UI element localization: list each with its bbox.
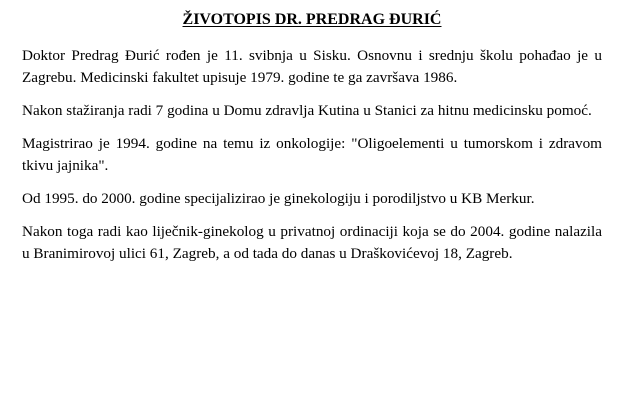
paragraph-birth-education: Doktor Predrag Đurić rođen je 11. svibnja u Sisku. Osnovnu i srednju školu pohađao je u Zagrebu. Medicinski fakultet upisuje 1979. godine te ga završava 1986.: [22, 47, 602, 86]
document-page: [22, 9, 602, 276]
document-title: ŽIVOTOPIS DR. PREDRAG ĐURIĆ: [182, 11, 442, 28]
paragraph-masters: Magistrirao je 1994. godine na temu iz onkologije: "Oligoelementi u tumorskom i zdravom tkivu jajnika".: [22, 135, 602, 174]
paragraph-specialization: Od 1995. do 2000. godine specijalizirao je ginekologiju i porodiljstvo u KB Merkur.: [22, 190, 535, 207]
paragraph-private-practice: Nakon toga radi kao liječnik-ginekolog u privatnoj ordinaciji koja se do 2004. godine nalazila u Branimirovoj ulici 61, Zagreb, a od tada do danas u Draškovićevoj 18, Zagreb.: [22, 223, 602, 262]
paragraph-internship: Nakon stažiranja radi 7 godina u Domu zdravlja Kutina u Stanici za hitnu medicinsku pomoć.: [22, 102, 592, 119]
